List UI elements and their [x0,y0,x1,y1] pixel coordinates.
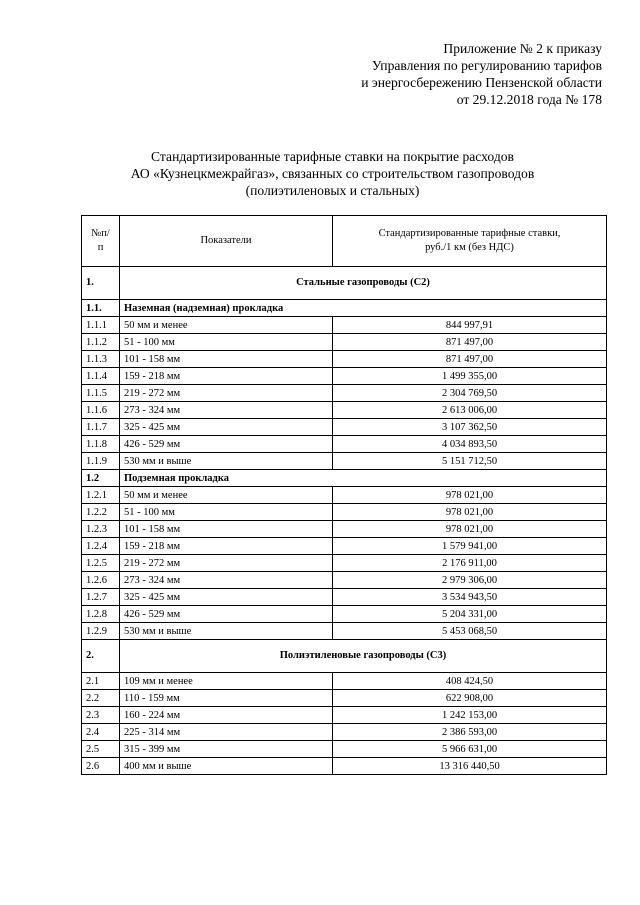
row-number: 1.1.7 [82,419,120,436]
section-title: Полиэтиленовые газопроводы (С3) [120,640,607,673]
row-rate-value: 5 151 712,50 [333,453,607,470]
appendix-date-line: от 29.12.2018 года № 178 [456,92,602,107]
row-rate-value: 13 316 440,50 [333,758,607,775]
title-line: Стандартизированные тарифные ставки на покрытие расходов [151,149,514,164]
row-diameter: 50 мм и менее [120,487,333,504]
row-number: 1.1.3 [82,351,120,368]
title-line: АО «Кузнецкмежрайгаз», связанных со строительством газопроводов [130,166,535,181]
table-row [82,368,607,385]
section-header-row [82,640,607,673]
row-rate-value: 978 021,00 [333,504,607,521]
row-rate-value: 871 497,00 [333,334,607,351]
row-diameter: 159 - 218 мм [120,538,333,555]
appendix-line: Управления по регулированию тарифов [371,58,602,73]
row-rate-value: 2 386 593,00 [333,724,607,741]
table-row [82,724,607,741]
subsection-title: Наземная (надземная) прокладка [120,300,607,317]
row-diameter: 101 - 158 мм [120,521,333,538]
row-number: 2.5 [82,741,120,758]
row-number: 1.1.1 [82,317,120,334]
table-row [82,741,607,758]
section-header-row [82,267,607,300]
tariff-table [81,215,607,775]
row-rate-value: 871 497,00 [333,351,607,368]
table-header-row [82,216,607,267]
table-row [82,453,607,470]
header-number-label: №п/ [91,228,110,239]
row-diameter: 325 - 425 мм [120,419,333,436]
row-number: 2.1 [82,673,120,690]
row-diameter: 159 - 218 мм [120,368,333,385]
appendix-line: Приложение № 2 к приказу [443,41,602,56]
row-number: 1.2.4 [82,538,120,555]
row-diameter: 50 мм и менее [120,317,333,334]
row-rate-value: 1 242 153,00 [333,707,607,724]
row-rate-value: 4 034 893,50 [333,436,607,453]
table-row [82,385,607,402]
subsection-number: 1.1. [82,300,120,317]
table-row [82,504,607,521]
row-diameter: 530 мм и выше [120,623,333,640]
subsection-title: Подземная прокладка [120,470,607,487]
row-number: 1.2.2 [82,504,120,521]
section-title: Стальные газопроводы (С2) [120,267,607,300]
row-rate-value: 844 997,91 [333,317,607,334]
row-diameter: 219 - 272 мм [120,385,333,402]
row-rate-value: 978 021,00 [333,521,607,538]
table-row [82,758,607,775]
row-diameter: 51 - 100 мм [120,504,333,521]
table-row [82,623,607,640]
row-diameter: 315 - 399 мм [120,741,333,758]
row-diameter: 400 мм и выше [120,758,333,775]
table-row [82,673,607,690]
row-number: 2.6 [82,758,120,775]
row-rate-value: 1 499 355,00 [333,368,607,385]
section-number: 2. [82,640,120,673]
row-diameter: 101 - 158 мм [120,351,333,368]
table-row [82,589,607,606]
table-row [82,487,607,504]
table-row [82,521,607,538]
row-number: 2.3 [82,707,120,724]
appendix-heading [361,40,602,108]
row-rate-value: 2 979 306,00 [333,572,607,589]
table-row [82,351,607,368]
row-diameter: 273 - 324 мм [120,402,333,419]
row-diameter: 426 - 529 мм [120,606,333,623]
section-number: 1. [82,267,120,300]
subsection-number: 1.2 [82,470,120,487]
header-number-label: п [97,242,104,253]
row-number: 1.2.1 [82,487,120,504]
table-row [82,436,607,453]
row-number: 2.2 [82,690,120,707]
row-rate-value: 978 021,00 [333,487,607,504]
table-row [82,555,607,572]
row-rate-value: 622 908,00 [333,690,607,707]
row-diameter: 109 мм и менее [120,673,333,690]
row-rate-value: 5 453 068,50 [333,623,607,640]
row-number: 1.1.2 [82,334,120,351]
row-rate-value: 2 304 769,50 [333,385,607,402]
row-rate-value: 1 579 941,00 [333,538,607,555]
header-rate-label: руб./1 км (без НДС) [425,242,514,253]
row-number: 1.2.9 [82,623,120,640]
appendix-line: и энергосбережению Пензенской области [361,75,602,90]
table-row [82,707,607,724]
title-line: (полиэтиленовых и стальных) [245,183,420,198]
table-row [82,606,607,623]
table-row [82,572,607,589]
row-diameter: 426 - 529 мм [120,436,333,453]
header-rate-label: Стандартизированные тарифные ставки, [378,228,561,239]
subsection-header-row [82,470,607,487]
table-row [82,419,607,436]
header-indicator-cell: Показатели [120,216,333,267]
row-number: 1.1.4 [82,368,120,385]
subsection-header-row [82,300,607,317]
table-row [82,402,607,419]
row-number: 1.1.8 [82,436,120,453]
row-rate-value: 2 176 911,00 [333,555,607,572]
row-number: 1.2.5 [82,555,120,572]
row-rate-value: 5 204 331,00 [333,606,607,623]
row-number: 1.2.7 [82,589,120,606]
row-number: 1.2.8 [82,606,120,623]
row-diameter: 219 - 272 мм [120,555,333,572]
table-row [82,538,607,555]
row-number: 1.1.9 [82,453,120,470]
document-title [80,148,585,199]
row-diameter: 51 - 100 мм [120,334,333,351]
row-rate-value: 5 966 631,00 [333,741,607,758]
table-row [82,690,607,707]
row-diameter: 225 - 314 мм [120,724,333,741]
row-rate-value: 2 613 006,00 [333,402,607,419]
row-diameter: 530 мм и выше [120,453,333,470]
row-diameter: 160 - 224 мм [120,707,333,724]
row-diameter: 110 - 159 мм [120,690,333,707]
row-rate-value: 408 424,50 [333,673,607,690]
row-rate-value: 3 107 362,50 [333,419,607,436]
header-number-cell [82,216,120,267]
table-row [82,334,607,351]
row-number: 1.2.6 [82,572,120,589]
row-number: 1.1.6 [82,402,120,419]
row-diameter: 273 - 324 мм [120,572,333,589]
row-number: 1.2.3 [82,521,120,538]
table-row [82,317,607,334]
row-number: 1.1.5 [82,385,120,402]
row-number: 2.4 [82,724,120,741]
header-rate-cell [333,216,607,267]
row-rate-value: 3 534 943,50 [333,589,607,606]
row-diameter: 325 - 425 мм [120,589,333,606]
